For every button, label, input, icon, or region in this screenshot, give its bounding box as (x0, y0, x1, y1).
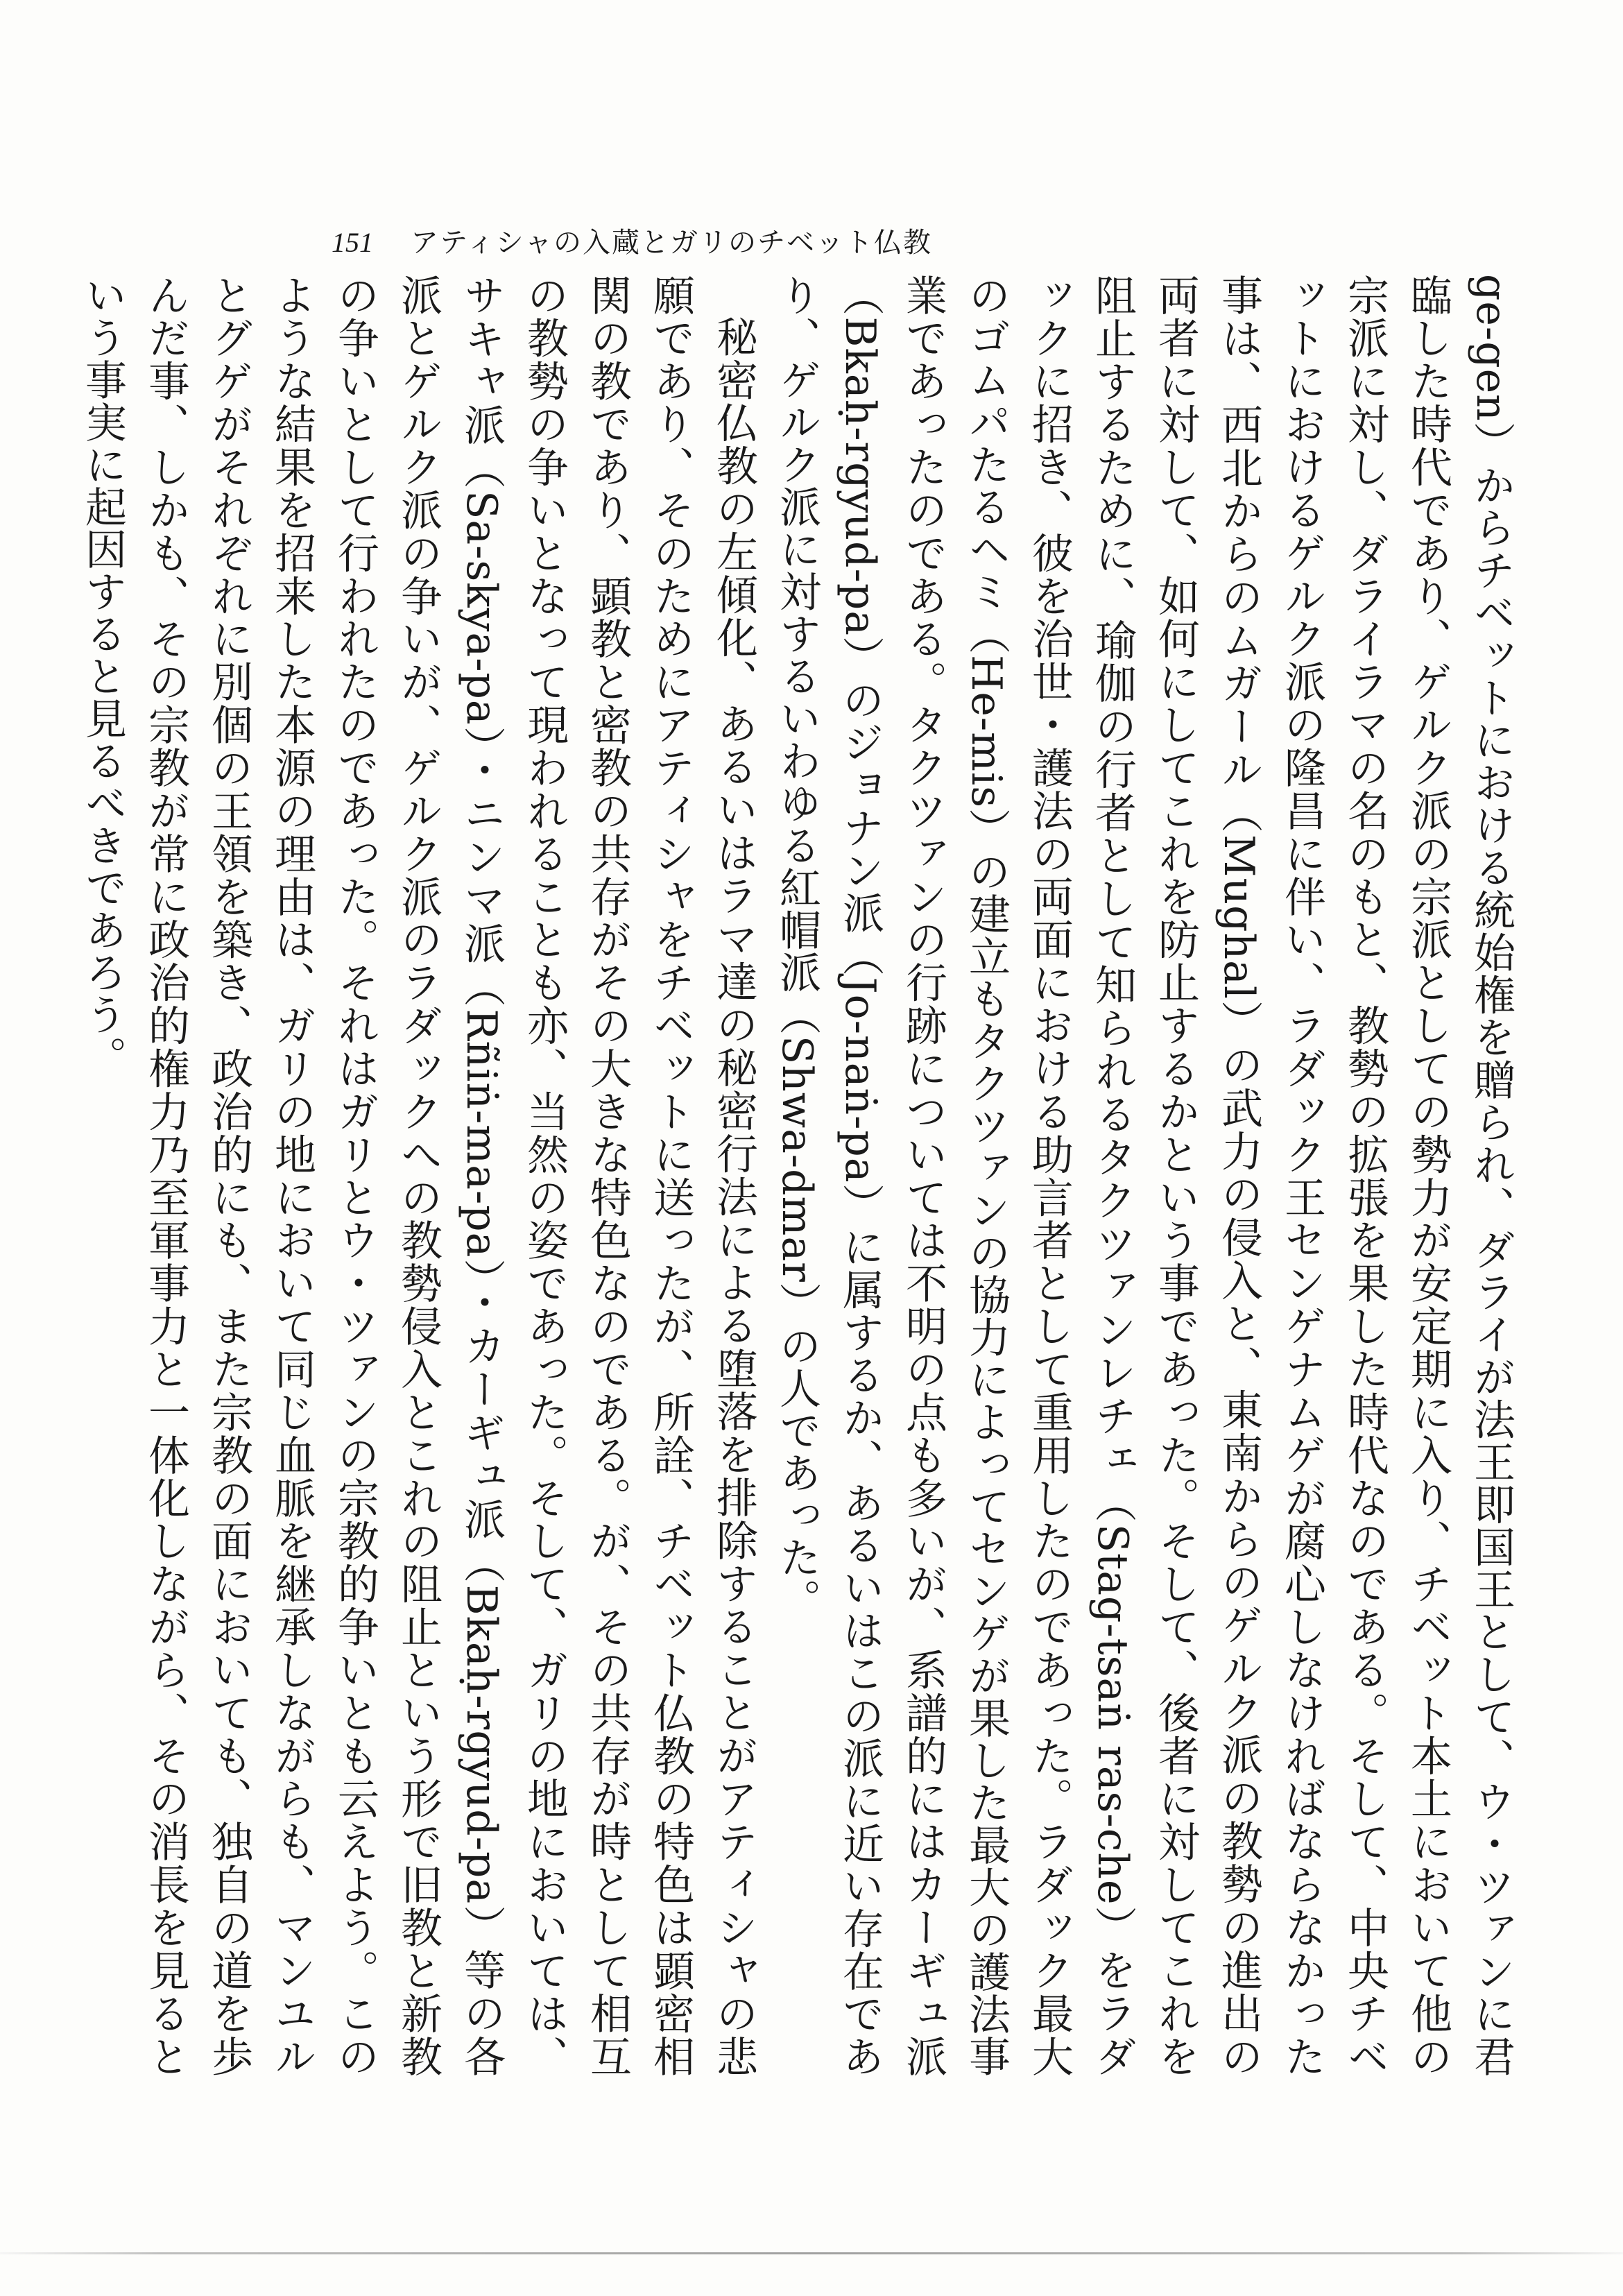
scan-edge-line (0, 2252, 1623, 2254)
paragraph: 秘密仏教の左傾化、あるいはラマ達の秘密行法による堕落を排除することがアティシャの悲願であり、そのためにアティシャをチベットに送ったが、所詮、チベット仏教の特色は顕密相関の教であり、顕教と密教の共存がその大きな特色なのである。が、その共存が時として相互の教勢の争いとなって現われることも亦、当然の姿であった。そして、ガリの地においては、サキャ派（Sa-skya-pa）・ニンマ派（Rñiṅ-ma-pa）・カーギュ派（Bkaḥ-rgyud-pa）等の各派とゲルク派の争いが、ゲルク派のラダックへの教勢侵入とこれの阻止という形で旧教と新教の争いとして行われたのであった。それはガリとウ・ツァンの宗教的争いとも云えよう。このような結果を招来した本源の理由は、ガリの地において同じ血脈を継承しながらも、マンユルとグゲがそれぞれに別個の王領を築き、政治的にも、また宗教の面においても、独自の道を歩んだ事、しかも、その宗教が常に政治的権力乃至軍事力と一体化しながら、その消長を見るという事実に起因すると見るべきであろう。 (78, 274, 758, 2077)
vertical-body-text (78, 274, 1522, 2078)
page-number: 151 (332, 227, 373, 258)
paragraph-continued: ge-gen）からチベットにおける統始権を贈られ、ダライが法王即国王として、ウ・ツァンに君臨した時代であり、ゲルク派の宗派としての勢力が安定期に入り、チベット本土において他の宗派に対し、ダライラマの名のもと、教勢の拡張を果した時代なのである。そして、中央チベットにおけるゲルク派の隆昌に伴い、ラダック王センゲナムゲが腐心しなければならなかった事は、西北からのムガール（Mughal）の武力の侵入と、東南からのゲルク派の教勢の進出の両者に対して、如何にしてこれを防止するかという事であった。そして、後者に対してこれを阻止するために、瑜伽の行者として知られるタクツァンレチェ（Stag-tsaṅ ras-che）をラダックに招き、彼を治世・護法の両面における助言者として重用したのであった。ラダック最大のゴムパたるヘミ（He-mis）の建立もタクツァンの協力によってセンゲが果した最大の護法事業であったのである。タクツァンの行跡については不明の点も多いが、系譜的にはカーギュ派（Bkaḥ-rgyud-pa）のジョナン派（Jo-naṅ-pa）に属するか、あるいはこの派に近い存在であり、ゲルク派に対するいわゆる紅帽派（Shwa-dmar）の人であった。 (773, 274, 1515, 2078)
running-title: アティシャの入蔵とガリのチベット仏教 (411, 227, 932, 259)
page-header (332, 221, 932, 260)
